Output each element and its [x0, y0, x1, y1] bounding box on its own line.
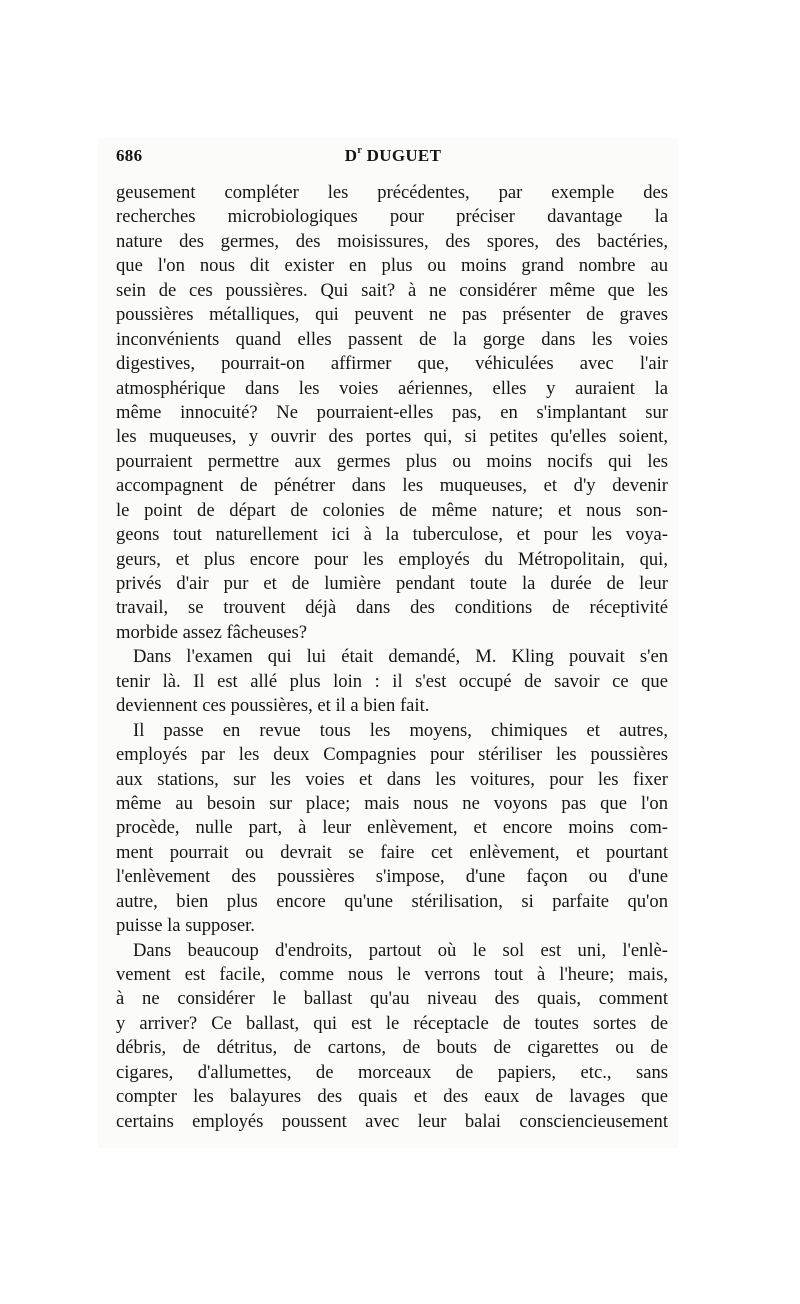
text-line: certains employés poussent avec leur balai consciencieusement	[116, 1110, 668, 1132]
text-line: Dans l'examen qui lui était demandé, M. Kling pouvait s'en	[133, 646, 668, 668]
text-line: atmosphérique dans les voies aériennes, elles y auraient la	[116, 377, 668, 399]
text-line: inconvénients quand elles passent de la gorge dans les voies	[116, 328, 668, 350]
text-line: le point de départ de colonies de même nature; et nous son-	[116, 499, 668, 521]
text-line: cigares, d'allumettes, de morceaux de papiers, etc., sans	[116, 1061, 668, 1083]
text-line: procède, nulle part, à leur enlèvement, et encore moins com-	[116, 817, 668, 839]
text-line: morbide assez fâcheuses?	[116, 621, 308, 643]
text-line: sein de ces poussières. Qui sait? à ne considérer même que les	[116, 279, 668, 301]
text-line: ment pourrait ou devrait se faire cet enlèvement, et pourtant	[116, 841, 668, 863]
text-line: l'enlèvement des poussières s'impose, d'une façon ou d'une	[116, 866, 668, 888]
text-line: poussières métalliques, qui peuvent ne pas présenter de graves	[116, 304, 668, 326]
text-line: digestives, pourrait-on affirmer que, véhiculées avec l'air	[116, 353, 668, 375]
text-line: geons tout naturellement ici à la tuberculose, et pour les voya-	[116, 524, 668, 546]
text-line: même innocuité? Ne pourraient-elles pas, en s'implantant sur	[116, 401, 668, 423]
text-line: vement est facile, comme nous le verrons tout à l'heure; mais,	[116, 964, 668, 985]
text-line: compter les balayures des quais et des eaux de lavages que	[116, 1086, 668, 1108]
author-name: DUGUET	[366, 146, 442, 165]
text-line: tenir là. Il est allé plus loin : il s'est occupé de savoir ce que	[116, 670, 668, 692]
text-line: aux stations, sur les voies et dans les voitures, pour les fixer	[116, 768, 668, 790]
text-line: geurs, et plus encore pour les employés du Métropolitain, qui,	[116, 548, 668, 570]
text-line: accompagnent de pénétrer dans les muqueuses, et d'y devenir	[116, 475, 668, 497]
text-line: même au besoin sur place; mais nous ne voyons pas que l'on	[116, 792, 668, 814]
author-prefix-superscript: r	[357, 145, 363, 156]
text-line: employés par les deux Compagnies pour stériliser les poussières	[116, 744, 668, 766]
running-head	[116, 146, 670, 166]
text-line: Il passe en revue tous les moyens, chimiques et autres,	[133, 719, 668, 741]
text-line: à ne considérer le ballast qu'au niveau des quais, comment	[116, 988, 668, 1010]
text-line: deviennent ces poussières, et il a bien fait.	[116, 695, 430, 717]
page-number: 686	[116, 146, 143, 165]
text-line: nature des germes, des moisissures, des spores, des bactéries,	[116, 230, 668, 252]
page-header	[116, 146, 670, 168]
text-line: que l'on nous dit exister en plus ou moins grand nombre au	[116, 255, 668, 277]
text-line: puisse la supposer.	[116, 915, 255, 937]
text-line: y arriver? Ce ballast, qui est le réceptacle de toutes sortes de	[116, 1012, 668, 1034]
text-line: pourraient permettre aux germes plus ou moins nocifs qui les	[116, 450, 668, 472]
text-line: recherches microbiologiques pour préciser davantage la	[116, 206, 668, 228]
body-text	[116, 181, 668, 1134]
author-prefix: D	[344, 146, 358, 165]
text-line: autre, bien plus encore qu'une stérilisation, si parfaite qu'on	[116, 890, 668, 912]
text-line: les muqueuses, y ouvrir des portes qui, si petites qu'elles soient,	[116, 426, 668, 448]
text-line: Dans beaucoup d'endroits, partout où le sol est uni, l'enlè-	[133, 939, 668, 961]
text-line: travail, se trouvent déjà dans des conditions de réceptivité	[116, 597, 668, 619]
text-line: geusement compléter les précédentes, par exemple des	[116, 182, 668, 203]
text-line: débris, de détritus, de cartons, de bouts de cigarettes ou de	[116, 1037, 668, 1059]
text-line: privés d'air pur et de lumière pendant toute la durée de leur	[116, 573, 668, 594]
